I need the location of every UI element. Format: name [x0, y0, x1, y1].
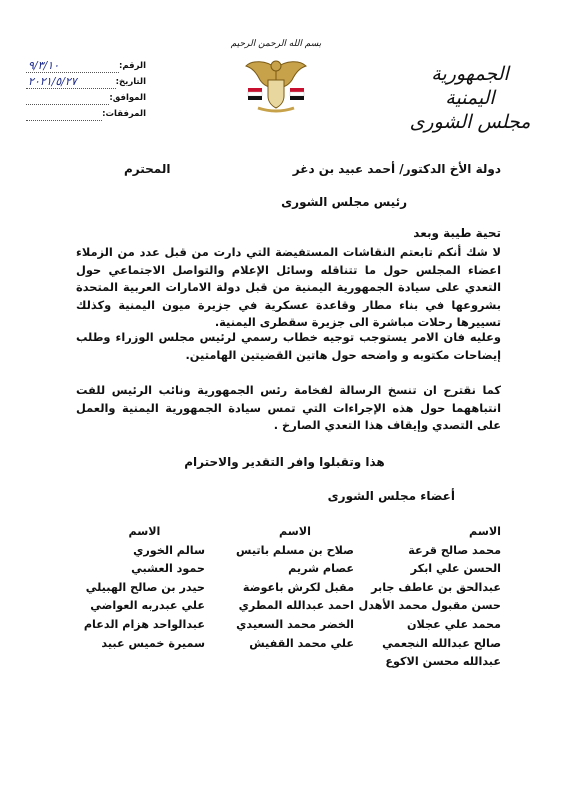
column-header: الاسم [469, 525, 501, 538]
signatories-title: أعضاء مجلس الشورى [327, 489, 455, 503]
attach-row [26, 106, 146, 122]
agree-row [26, 90, 146, 106]
signatory-name: عصام شريم [288, 562, 354, 576]
agree-label: الموافق: [109, 93, 146, 103]
signatory-name: عبدالحق بن عاطف جابر [371, 580, 501, 594]
signatory-name: حسن مقبول محمد الأهدل [358, 599, 501, 613]
signatory-name: الخضر محمد السعيدي [236, 617, 354, 631]
date-row [26, 74, 146, 90]
agree-value [26, 92, 109, 105]
signatory-name: سميرة خميس عبيد [101, 636, 205, 650]
paragraph-3: كما نقترح ان تنسخ الرسالة لفخامة رئس الجمهورية ونائب الرئيس للفت انتباههما حول هذه الإجراءات التي تمس سيادة الجمهورية اليمنية والعمل على التصدي وإيقاف هذا التعدي الصارخ . [76, 383, 501, 432]
signatory-name: سالم الخوري [133, 543, 205, 557]
signatory-name: مقبل لكرش باعوضة [242, 580, 354, 594]
date-label: التاريخ: [115, 77, 146, 87]
ref-label: الرقم: [118, 61, 146, 71]
paragraph-1: لا شك أنكم تابعتم النقاشات المستفيضة التي دارت من قبل عدد من الزملاء اعضاء المجلس حول ما تتناقله وسائل الإعلام والتواصل الاجتماعي حول التعدي على سيادة الجمهورية اليمنية من قبل دولة الامارات العربية المتحدة بشروعها في بناء مطار وقاعدة عسكرية في جزيرة ميون اليمنية وكذلك تسييرها رحلات مباشرة الى جزيرة سقطرى اليمنية. [76, 245, 501, 329]
recipient-title: رئيس مجلس الشورى [281, 195, 407, 209]
letterhead-title [405, 62, 535, 134]
council-name: مجلس الشورى [409, 111, 531, 133]
signatory-name: عبدالواحد هزام الدعام [83, 617, 205, 631]
signatory-name: محمد صالح قرعة [408, 543, 501, 557]
paragraph-2: وعليه فان الامر يستوجب توجيه خطاب رسمي لرئيس مجلس الوزراء وطلب إيضاحات مكتوبه و واضحه حول هاتين القضيتين الهامتين. [76, 330, 501, 362]
ref-value: ٩/٣/١٠ [26, 60, 119, 73]
signatories-column-1 [358, 523, 501, 672]
attach-label: المرفقات: [102, 109, 146, 119]
closing-line: هذا وتقبلوا وافر التقدير والاحترام [184, 455, 385, 469]
attach-value [26, 108, 102, 121]
emblem-block [226, 38, 326, 116]
column-header: الاسم [279, 525, 311, 538]
eagle-emblem-icon [244, 52, 308, 116]
signatory-name: علي محمد القفيش [249, 636, 354, 650]
signatory-name: محمد علي عجلان [406, 617, 501, 631]
signatory-name: الحسن علي ابكر [410, 562, 501, 576]
signatory-name: حمود العشبي [131, 562, 205, 576]
signatory-name: صالح عبدالله النجعمي [382, 636, 501, 650]
date-value: ٢٠٢١/٥/٢٧ [26, 76, 116, 89]
basmala: بسم الله الرحمن الرحيم [230, 39, 322, 49]
signatory-name: احمد عبدالله المطري [238, 599, 354, 613]
recipient: دولة الأخ الدكتور/ أحمد عبيد بن دغر [292, 162, 501, 176]
greeting: تحية طيبة وبعد [413, 226, 501, 240]
republic-name: الجمهورية اليمنية [431, 63, 509, 109]
signatory-name: صلاح بن مسلم باتيس [236, 543, 354, 557]
honorific: المحترم [124, 162, 171, 176]
signatory-name: حيدر بن صالح الهبيلي [85, 580, 205, 594]
signatory-name: علي عبدربه العواضي [90, 599, 205, 613]
reference-block [26, 58, 146, 122]
column-header: الاسم [128, 525, 161, 538]
signatories-column-3 [84, 523, 205, 653]
signatories-column-2 [236, 523, 354, 653]
ref-row [26, 58, 146, 74]
signatory-name: عبدالله محسن الاكوع [385, 655, 501, 669]
